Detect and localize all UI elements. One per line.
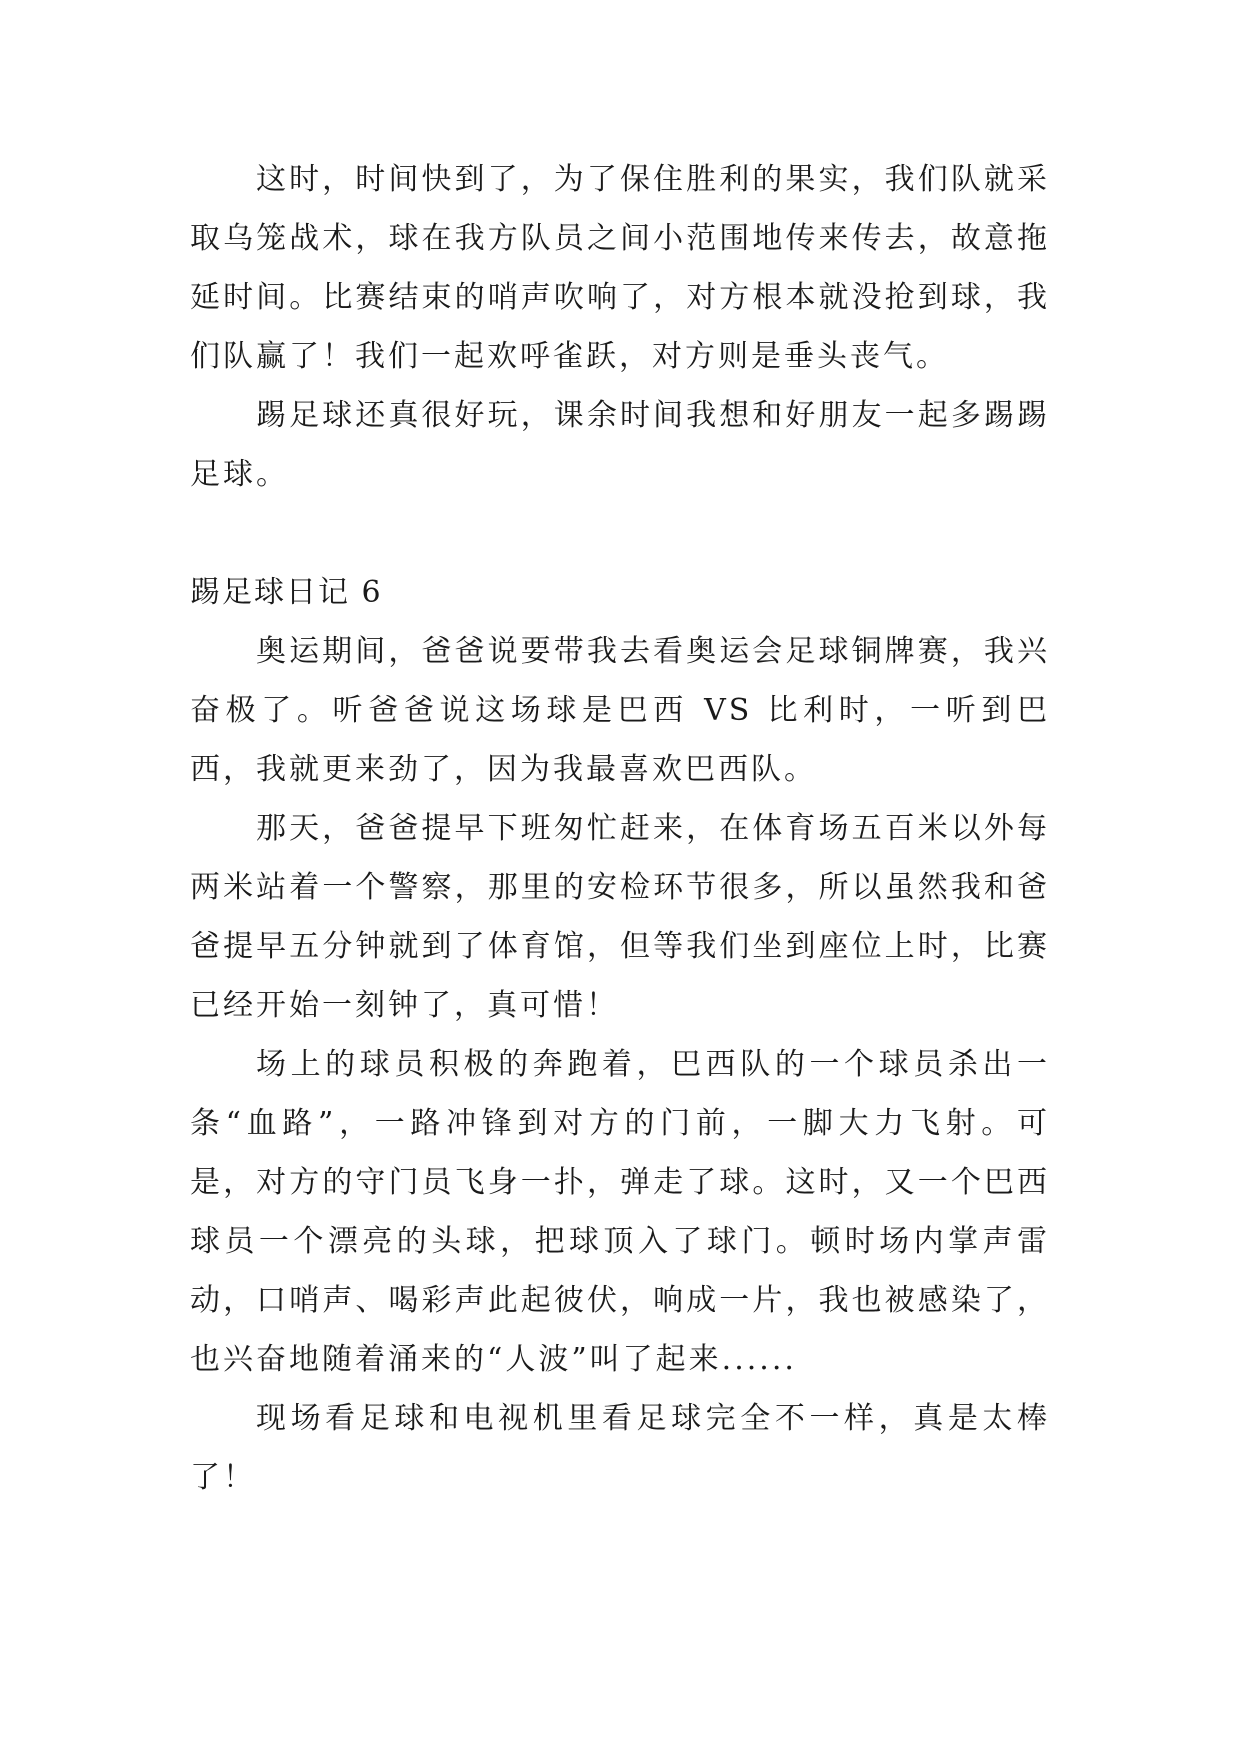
paragraph-closing-tactics: 这时，时间快到了，为了保住胜利的果实，我们队就采取乌笼战术，球在我方队员之间小范围地传来传去，故意拖延时间。比赛结束的哨声吹响了，对方根本就没抢到球，我们队赢了！我们一起欢呼雀跃，对方则是垂头丧气。 <box>190 162 1050 374</box>
paragraph-match-action: 场上的球员积极的奔跑着，巴西队的一个球员杀出一条“血路”，一路冲锋到对方的门前，一脚大力飞射。可是，对方的守门员飞身一扑，弹走了球。这时，又一个巴西球员一个漂亮的头球，把球顶入了球门。顿时场内掌声雷动，口哨声、喝彩声此起彼伏，响成一片，我也被感染了，也兴奋地随着涌来的“人波”叫了起来...... <box>190 1047 1050 1377</box>
paragraph-fun-conclusion: 踢足球还真很好玩，课余时间我想和好朋友一起多踢踢足球。 <box>190 398 1050 492</box>
paragraph-olympic-intro: 奥运期间，爸爸说要带我去看奥运会足球铜牌赛，我兴奋极了。听爸爸说这场球是巴西 VS 比利时，一听到巴西，我就更来劲了，因为我最喜欢巴西队。 <box>190 634 1050 787</box>
paragraph-arrival: 那天，爸爸提早下班匆忙赶来，在体育场五百米以外每两米站着一个警察，那里的安检环节很多，所以虽然我和爸爸提早五分钟就到了体育馆，但等我们坐到座位上时，比赛已经开始一刻钟了，真可惜！ <box>190 811 1050 1023</box>
section-spacer <box>190 504 1050 563</box>
diary-entry-title: 踢足球日记 6 <box>190 575 383 610</box>
document-body <box>190 150 1050 1507</box>
paragraph-final-thought: 现场看足球和电视机里看足球完全不一样，真是太棒了！ <box>190 1401 1050 1495</box>
